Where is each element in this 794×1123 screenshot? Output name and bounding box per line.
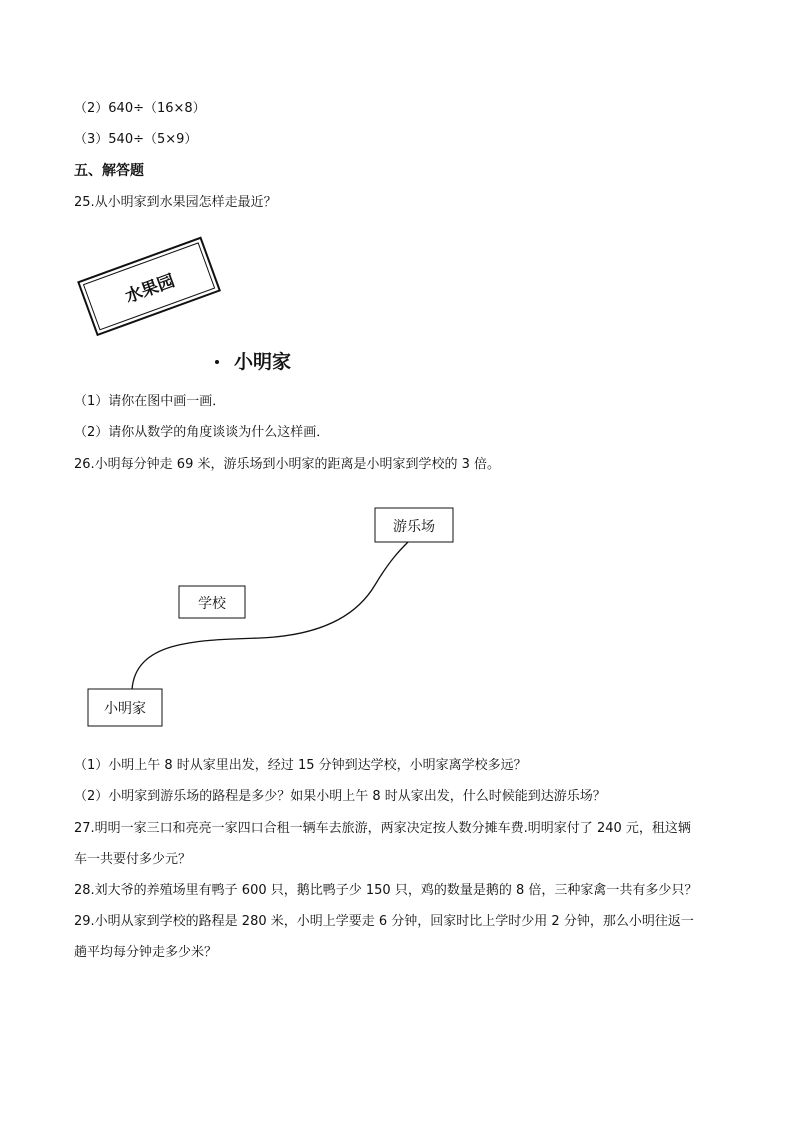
- home-label: 小明家: [234, 351, 292, 373]
- question-25-part-2: （2）请你从数学的角度谈谈为什么这样画．: [74, 425, 330, 440]
- question-27-line-1: 27.明明一家三口和亮亮一家四口合租一辆车去旅游，两家决定按人数分摊车费.明明家付了 240 元，租这辆: [74, 821, 691, 836]
- orchard-box: [78, 238, 219, 335]
- home-dot: [215, 360, 219, 364]
- expr-2: （2）640÷（16×8）: [74, 101, 206, 116]
- figure-26: [80, 500, 480, 735]
- expr-3: （3）540÷（5×9）: [74, 132, 198, 147]
- school-label: 学校: [198, 596, 226, 612]
- route-curve: [132, 542, 408, 690]
- question-26-part-2: （2）小明家到游乐场的路程是多少？如果小明上午 8 时从家出发，什么时候能到达游乐场？: [74, 789, 606, 804]
- question-28: 28.刘大爷的养殖场里有鸭子 600 只，鹅比鸭子少 150 只，鸡的数量是鹅的 8 倍，三种家禽一共有多少只？: [74, 883, 698, 898]
- question-25-part-1: （1）请你在图中画一画．: [74, 394, 226, 409]
- section-heading: 五、解答题: [74, 163, 144, 179]
- question-25: 25.从小明家到水果园怎样走最近？: [74, 195, 277, 210]
- question-26-part-1: （1）小明上午 8 时从家里出发，经过 15 分钟到达学校，小明家离学校多远？: [74, 758, 527, 773]
- home-label: 小明家: [104, 701, 146, 717]
- orchard-label: 水果园: [122, 271, 178, 308]
- park-label: 游乐场: [393, 519, 435, 535]
- question-29-line-2: 趟平均每分钟走多少米？: [74, 945, 218, 960]
- question-29-line-1: 29.小明从家到学校的路程是 280 米，小明上学要走 6 分钟，回家时比上学时少用 2 分钟，那么小明往返一: [74, 914, 694, 929]
- figure-25: [74, 228, 314, 378]
- question-27-line-2: 车一共要付多少元？: [74, 852, 192, 867]
- question-26: 26.小明每分钟走 69 米，游乐场到小明家的距离是小明家到学校的 3 倍。: [74, 457, 501, 472]
